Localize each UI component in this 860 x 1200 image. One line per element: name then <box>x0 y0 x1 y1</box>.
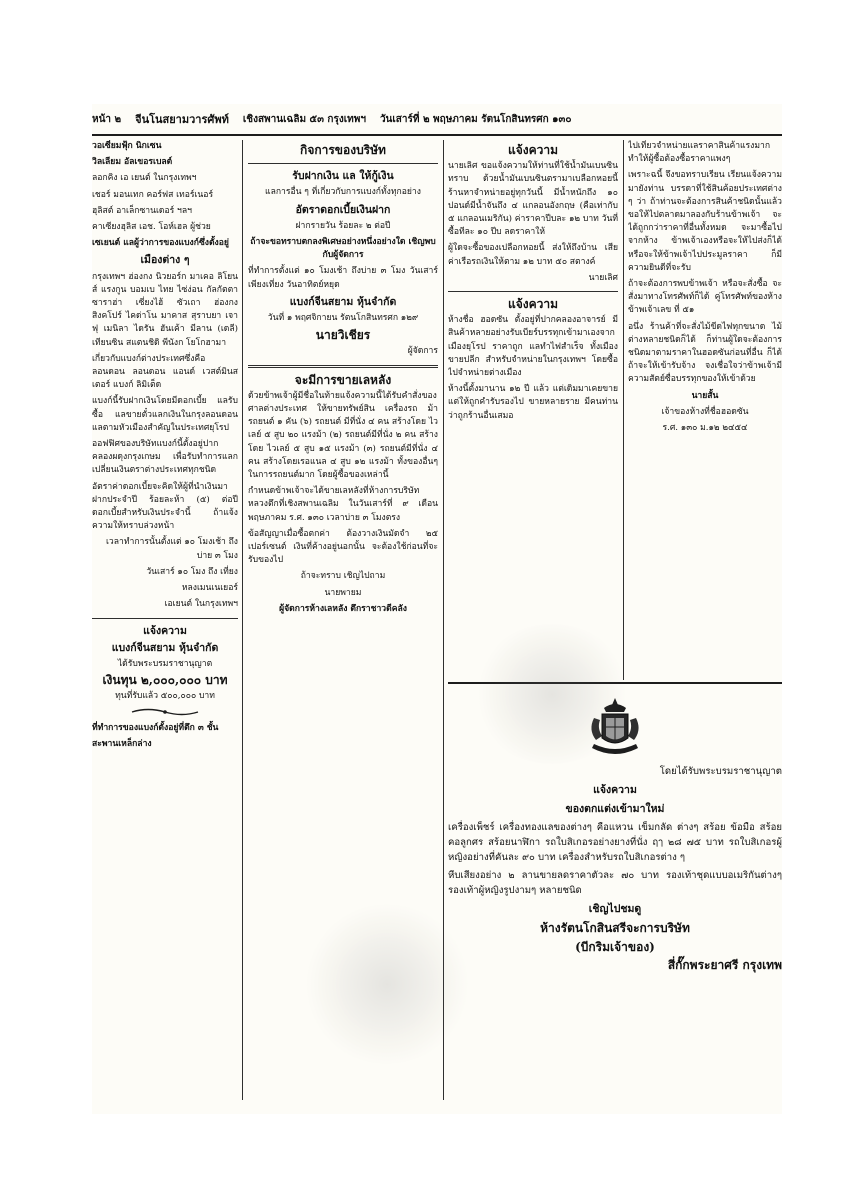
auction-schedule: กำหนดข้าพเจ้าจะได้ขายเลหลังที่ห้างการบริษัทหลวงตึกที่เชิงสพานเฉลิม ในวันเสาร์ที่ ๙ เดือนพฤษภาคม ร.ศ. ๑๓๐ เวลาบ่าย ๓ โมงตรง <box>248 486 438 523</box>
jewelry-ad-title: แจ้งความ <box>593 784 637 796</box>
ornament-flourish <box>92 707 238 722</box>
royal-license: โดยได้รับพระบรมราชานุญาต <box>659 766 782 777</box>
fuel-notice-sign: นายเลิศ <box>588 272 618 283</box>
page-header <box>92 104 782 136</box>
store-notice-history: ห้างนี้ตั้งมานาน ๑๒ ปี แล้ว แต่เดิมมาเคยขายแต่ให้ถูกคำรับรองไป ขายหลายราย มีคนท่านว่าถูกร้านอื่นเสมอ <box>448 384 618 421</box>
bank-office-location: ที่ทำการของแบงก์ตั้งอยู่ที่ตึก ๓ ชั้น <box>92 722 219 733</box>
column-rule-1 <box>242 140 243 1100</box>
bank-footer-note: สะพานเหล็กล่าง <box>92 738 152 749</box>
store-notice-body: ห้างชื่อ ฮอดซัน ตั้งอยู่ที่ปากคลองอาจารย์ มีสินค้าหลายอย่างรับเบียร์บรรทุกเข้ามาเองจากเมืองยุโรป ราคาถูก แลทำไฟสำเร็จ ทั้งเมือง ขายปลีก สำหรับจำหน่ายในกรุงเทพฯ โดยซื้อไปจำหน่ายต่างเมือง <box>448 315 618 379</box>
auction-contact: ถ้าจะทราบ เชิญไปถาม <box>300 571 386 582</box>
jewelry-advertisement <box>448 682 782 1104</box>
fuel-notice-title: แจ้งความ <box>507 143 559 157</box>
fuel-notice-body: นายเลิศ ขอแจ้งความให้ท่านที่ใช้น้ำมันเบนซินทราบ ด้วยน้ำมันเบนซินตรามาเบลือกหอยนี้ ร้านหาจำหน่ายอยู่ทุกวันนี้ มีน้ำหนักถึง ๑๐ ปอนด์มีน้ำจันถึง ๔ แกลอนอังกฤษ (คือเท่ากับ ๕ แกลอนเมริกัน) ค่าราคาปีบละ ๑๒ บาท วันที่ซื้อทีละ ๑๐ ปีบ ลดราคาให้ <box>448 161 618 238</box>
fuel-notice-delivery: ผู้ใดจะซื้อของเปลือกหอยนี้ ส่งให้ถึงบ้าน เสียค่าเรือรถเงินให้ตาม ๑๒ บาท ๕๐ สตางค์ <box>448 243 618 267</box>
auction-signature: นายพายม <box>324 587 362 598</box>
auction-title: จะมีการขายเลหลัง <box>294 372 392 387</box>
col1-line-3: ลอกคิง เอ เยนต์ ในกรุงเทพฯ <box>92 173 197 184</box>
deposit-rate-heading: อัตราดอกเบี้ยเงินฝาก <box>295 203 391 216</box>
masthead-address: เชิงสพานเฉลิม ๕๓ กรุงเทพฯ <box>242 113 366 125</box>
business-hours: เวลาทำการนั้นตั้งแต่ ๑๐ โมงเช้า ถึงบ่าย ๓ โมง <box>105 537 238 561</box>
newspaper-page <box>92 104 782 1114</box>
signoff-manager: หลงเมนเนเยอร์ <box>181 583 238 594</box>
bank-ad-title: แจ้งความ <box>143 624 187 637</box>
jewelry-ad-subtitle: ของตกแต่งเข้ามาใหม่ <box>565 803 665 815</box>
office-hours-notice: ที่ทำการตั้งแต่ ๑๐ โมงเช้า ถึงบ่าย ๓ โมง วันเสาร์เพียงเที่ยง วันอาทิตย์หยุด <box>248 266 438 290</box>
col3-divider <box>448 291 618 292</box>
auction-manager-role: ผู้จัดการห้างเลหลัง ตึกราชาวดีคลัง <box>279 603 407 614</box>
column-company-business <box>248 140 438 1100</box>
col1-line-6: คาเซียงฮุลิส เอช. โอห์เฮล ผู้ช่วย <box>92 222 211 233</box>
company-dated: วันที่ ๑ พฤศจิกายน รัตนโกสินทรศก ๑๒๙ <box>267 313 419 324</box>
col1-divider <box>92 618 238 619</box>
company-business-title: กิจการของบริษัท <box>300 143 386 157</box>
deposit-loan-heading: รับฝากเงิน แล ให้กู้เงิน <box>292 170 394 183</box>
branches-subtitle: เมืองต่าง ๆ <box>140 254 190 267</box>
interest-notice: อัตราค่าดอกเบี้ยจะคิดให้ผู้ที่นำเงินมาฝากประจำปี ร้อยละห้า (๕) ต่อปี ดอกเบี้ยสำหรับเงินประจำนี้ ถ้าแจ้งความให้ทราบล่วงหน้า <box>92 481 238 532</box>
jewelry-ad-body-2: หีบเสียงอย่าง ๒ ลานขายลดราคาตัวละ ๗๐ บาท รองเท้าชุดแบบอเมริกันต่างๆ รองเท้าผู้หญิงรูปงามๆ หลายชนิด <box>448 870 782 896</box>
exchange-notice: แบงก์นี้รับฝากเงินโดยมีดอกเบี้ย แลรับซื้อ แลขายตั๋วแลกเงินในกรุงลอนดอน แลตามหัวเมืองสำคัญในประเทศยุโรป <box>92 396 238 433</box>
saturday-hours: วันเสาร์ ๑๐ โมง ถึง เที่ยง <box>146 566 238 577</box>
masthead-title: จีนโนสยามวารศัพท์ <box>135 113 229 126</box>
col2-divider-1 <box>248 163 438 164</box>
auction-terms: ข้อสัญญาเมื่อซื้อตกค่า ต้องวางเงินมัดจำ ๒๕ เปอร์เซนต์ เงินที่ค้างอยู่นอกนั้น จะต้องใช้ก่อนที่จะรับของไป <box>248 528 438 566</box>
jewelry-company: ห้างรัตนโกสินสรีจะการบริษัท <box>540 921 690 935</box>
inquiry-notice: ถ้าจะขอทราบตกลงพิเศษอย่างหนึ่งอย่างใด เชิญพบกับผู้จัดการ <box>250 237 436 261</box>
branches-list: กรุงเทพฯ ฮ่องกง นิวยอร์ก มาเคอ ลิโยนส์ แรงกูน บอมเบ ไทย ไซ่ง่อน กัลกัตตา ซาราฮ่า เซี่ยงไฮ้ ซัวเถา ฮ่องกง สิงคโปร์ ไคด่าโน มาคาส สุราบยา เจา ฟุ เมนิลา ไดรัน ฮันเค้า มีลาน (เดลี) เทียนซิน สแตนชิดิ พีนังก โยโกฮามา <box>92 271 238 348</box>
bank-capital: เงินทุน ๒,๐๐๐,๐๐๐ บาท <box>102 673 228 688</box>
col1-line-5: ฮุลิสต์ อาเล็กซานเดอร์ ฯลฯ <box>92 205 192 216</box>
column-rule-2 <box>443 140 444 1100</box>
signoff-agent: เอเยนต์ ในกรุงเทพฯ <box>164 599 238 610</box>
jewelry-invite: เชิญไปชมดู <box>588 903 642 915</box>
manager-name: นายวิเชียร <box>315 328 371 343</box>
auction-body: ด้วยข้าพเจ้าผู้มีชื่อในท้ายแจ้งความนี้ได้รับคำสั่งของศาลต่างประเทศ ให้ขายทรัพย์สิน เครื่องรถ ม้า รถยนต์ ๑ คัน (๖) รถยนต์ มีที่นั่ง ๔ คน สร้างโดย ไวเลย์ ๕ สูบ ๒๐ แรงม้า (๒) รถยนต์มีที่นั่ง ๒ คน สร้างโดย ไวเลย์ ๕ สูบ ๑๕ แรงม้า (๓) รถยนต์มีที่นั่ง ๔ คน สร้างโดยเรอแนล ๔ สูบ ๑๒ แรงม้า ทั้งของอื่นๆ ในการรถยนต์มาก โดยผู้ซื้อของเหล่านี้ <box>248 390 438 481</box>
col1-line-7: เซเยนต์ แลผู้ว่าการของแบงก์ซึ่งตั้งอยู่ <box>92 238 229 249</box>
store-closing: นายสั้น <box>691 390 719 401</box>
jewelry-owner: (บีกริมเจ้าของ) <box>575 940 655 954</box>
bank-ad-license: ได้รับพระบรมราชานุญาต <box>117 658 213 669</box>
col1-line-4: เชอร์ มอนเทก คอร์ฟส เทอร์เนอร์ <box>92 189 214 200</box>
column-rule-3 <box>623 140 624 680</box>
col1-line-2: วิลเลียม อัลเขอรเบลต์ <box>92 157 173 168</box>
col1-line-1: วอเซี่ยมฟุ้ก นิกเซน <box>92 141 162 151</box>
page-number: หน้า ๒ <box>92 113 122 125</box>
store-notice-title: แจ้งความ <box>507 297 559 312</box>
bank-paid-capital: ทุนที่รับแล้ว ๕๐๐,๐๐๐ บาท <box>115 691 215 702</box>
office-notice: ออฟฟิศของบริษัทแบงก์นี้ตั้งอยู่ปากคลองผดุงกรุงเกษม เพื่อรับทำการแลกเปลี่ยนเงินตราต่างประเทศทุกชนิด <box>92 439 238 476</box>
bank-ad-name: แบงก์จีนสยาม หุ้นจำกัด <box>111 641 219 654</box>
column-store-continued <box>628 140 782 680</box>
correspondent-banks: เกี่ยวกับแบงก์ต่างประเทศซึ่งคือ ลอนดอน ลอนดอน แอนด์ เวสต์มินสเตอร์ แบงก์ ลิมิเต็ด <box>92 353 238 391</box>
store-signature: เจ้าของห้างที่ชื่อฮอดซัน <box>661 406 749 417</box>
jewelry-ad-body: เครื่องเพ็ชร์ เครื่องทองแลของต่างๆ คือแหวน เข็มกลัด ต่างๆ สร้อย ข้อมือ สร้อยคอลูกศร สร้อยนาฬิกา รถใบสิเกอรอย่างยางที่นั่ง ฤๅ ๒๘ ๗๕ บาท รถใบสิเกอรผู้หญิงอย่างที่คันละ ๙๐ บาท เครื่องสำหรับรถใบสิเกอรต่าง ๆ <box>448 822 782 863</box>
store-continued-4: อนึ่ง ร้านค้าที่จะสั่งไม้ขีดไฟทุกขนาด ไม้ต่างหลายชนิดก็ได้ ก็ท่านผู้ใดจะต้องการชนิดมาตามราคาในฮอดซันก่อนที่อื่น ก็ได้ ถ้าจะให้เข้ารับจ้าง จงเชื่อใจว่าข้าพเจ้ามีความสัตย์ซื่อบรรทุกของให้เข้าด้วย <box>628 321 782 385</box>
royal-crest-icon <box>584 696 646 762</box>
col2-divider-2 <box>248 365 438 368</box>
store-continued-2: เพราะฉนี้ จึงขอทราบเรียน เรียนแจ้งความมายังท่าน บรรดาที่ใช้สินค้อยประเทศต่าง ๆ ว่า ถ้าท่านจะต้องการสินค้าชนิดนั้นแล้ว ขอให้ไปตลาดมาลองกับร้านข้าพเจ้า จะได้ถูกกว่าราคาที่อื่นทั้งหมด จะมาซื้อไปจากห้าง ข้าพเจ้าเองหรือจะให้ไปส่งก็ได้ หรือจะให้ข้าพเจ้าไปประมูลราคา ก็มีความยินดีที่จะรับ <box>628 170 782 273</box>
manager-role: ผู้จัดการ <box>407 346 438 357</box>
deposit-rate-note: ฝากรายวัน ร้อยละ ๒ ต่อปี <box>295 220 391 231</box>
issue-date: วันเสาร์ที่ ๒ พฤษภาคม รัตนโกสินทรศก ๑๓๐ <box>379 113 572 125</box>
store-date: ร.ศ. ๑๓๐ ม.๑๒ ๒๔๕๔ <box>662 423 748 434</box>
store-continued-3: ถ้าจะต้องการพบข้าพเจ้า หรือจะสั่งซื้อ จะสั่งมาทางโทรศัพท์ก็ได้ คู่โทรศัพท์ของห้าง ข้าพเจ้าเลข ที่ ๕๑ <box>628 279 782 316</box>
deposit-loan-note: แลการอื่น ๆ ที่เกี่ยวกับการแบงก์ทั้งทุกอย่าง <box>265 187 421 198</box>
jewelry-location: สี่กั๊กพระยาศรี กรุงเทพ <box>667 958 782 972</box>
column-bank-agency <box>92 140 238 1100</box>
company-bank-name: แบงก์จีนสยาม หุ้นจำกัด <box>289 295 397 308</box>
store-continued-1: ไปเที่ยวจำหน่ายแลราคาสินค้าแรงมาก ทำให้ผู้ซื้อต้องซื้อราคาแพงๆ <box>628 141 771 165</box>
